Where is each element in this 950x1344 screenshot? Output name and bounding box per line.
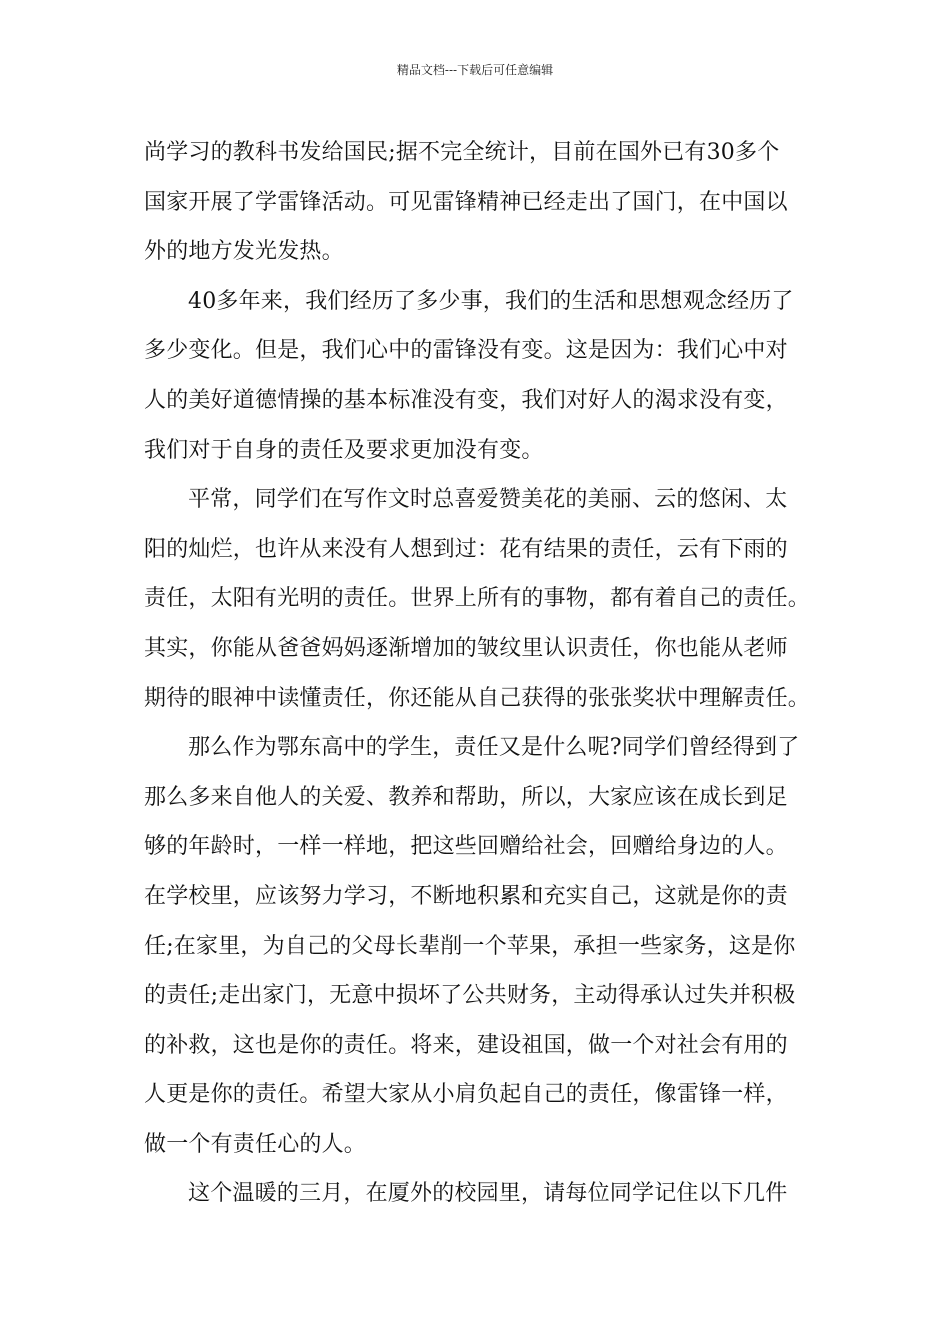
page-header: 精品文档---下载后可任意编辑 (396, 63, 554, 77)
text-line: 多少变化。但是，我们心中的雷锋没有变。这是因为：我们心中对 (144, 338, 788, 364)
paragraph (144, 128, 810, 277)
text-line: 那么作为鄂东高中的学生，责任又是什么呢?同学们曾经得到了 (188, 735, 800, 761)
text-line: 责任，太阳有光明的责任。世界上所有的事物，都有着自己的责任。 (144, 586, 811, 612)
text-line: 的补救，这也是你的责任。将来，建设祖国，做一个对社会有用的 (144, 1032, 788, 1058)
paragraph (144, 1169, 810, 1219)
text-line: 期待的眼神中读懂责任，你还能从自己获得的张张奖状中理解责任。 (144, 685, 811, 711)
text-line: 阳的灿烂，也许从来没有人想到过：花有结果的责任，云有下雨的 (144, 536, 788, 562)
text-line: 尚学习的教科书发给国民;据不完全统计，目前在国外已有30多个 (144, 140, 780, 165)
text-line: 在学校里，应该努力学习，不断地积累和充实自己，这就是你的责 (144, 883, 788, 909)
text-line: 国家开展了学雷锋活动。可见雷锋精神已经走出了国门，在中国以 (144, 189, 788, 215)
text-line: 做一个有责任心的人。 (144, 1131, 367, 1157)
text-line: 的责任;走出家门，无意中损坏了公共财务，主动得承认过失并积极 (144, 983, 796, 1009)
text-line: 平常，同学们在写作文时总喜爱赞美花的美丽、云的悠闲、太 (188, 487, 788, 513)
text-line: 人更是你的责任。希望大家从小肩负起自己的责任，像雷锋一样， (144, 1082, 788, 1108)
text-line: 40多年来，我们经历了多少事，我们的生活和思想观念经历了 (188, 288, 794, 314)
text-line: 这个温暖的三月，在厦外的校园里，请每位同学记住以下几件 (188, 1181, 788, 1207)
text-line: 任;在家里，为自己的父母长辈削一个苹果，承担一些家务，这是你 (144, 933, 796, 959)
paragraph (144, 475, 810, 723)
text-line: 其实，你能从爸爸妈妈逐渐增加的皱纹里认识责任，你也能从老师 (144, 635, 788, 661)
text-line: 人的美好道德情操的基本标准没有变，我们对好人的渴求没有变， (144, 387, 788, 413)
document-body (144, 128, 810, 1219)
text-line: 够的年龄时，一样一样地，把这些回赠给社会，回赠给身边的人。 (144, 834, 788, 860)
paragraph (144, 277, 810, 475)
paragraph (144, 723, 810, 1169)
text-line: 那么多来自他人的关爱、教养和帮助，所以，大家应该在成长到足 (144, 784, 788, 810)
text-line: 外的地方发光发热。 (144, 239, 344, 265)
text-line: 我们对于自身的责任及要求更加没有变。 (144, 437, 544, 463)
